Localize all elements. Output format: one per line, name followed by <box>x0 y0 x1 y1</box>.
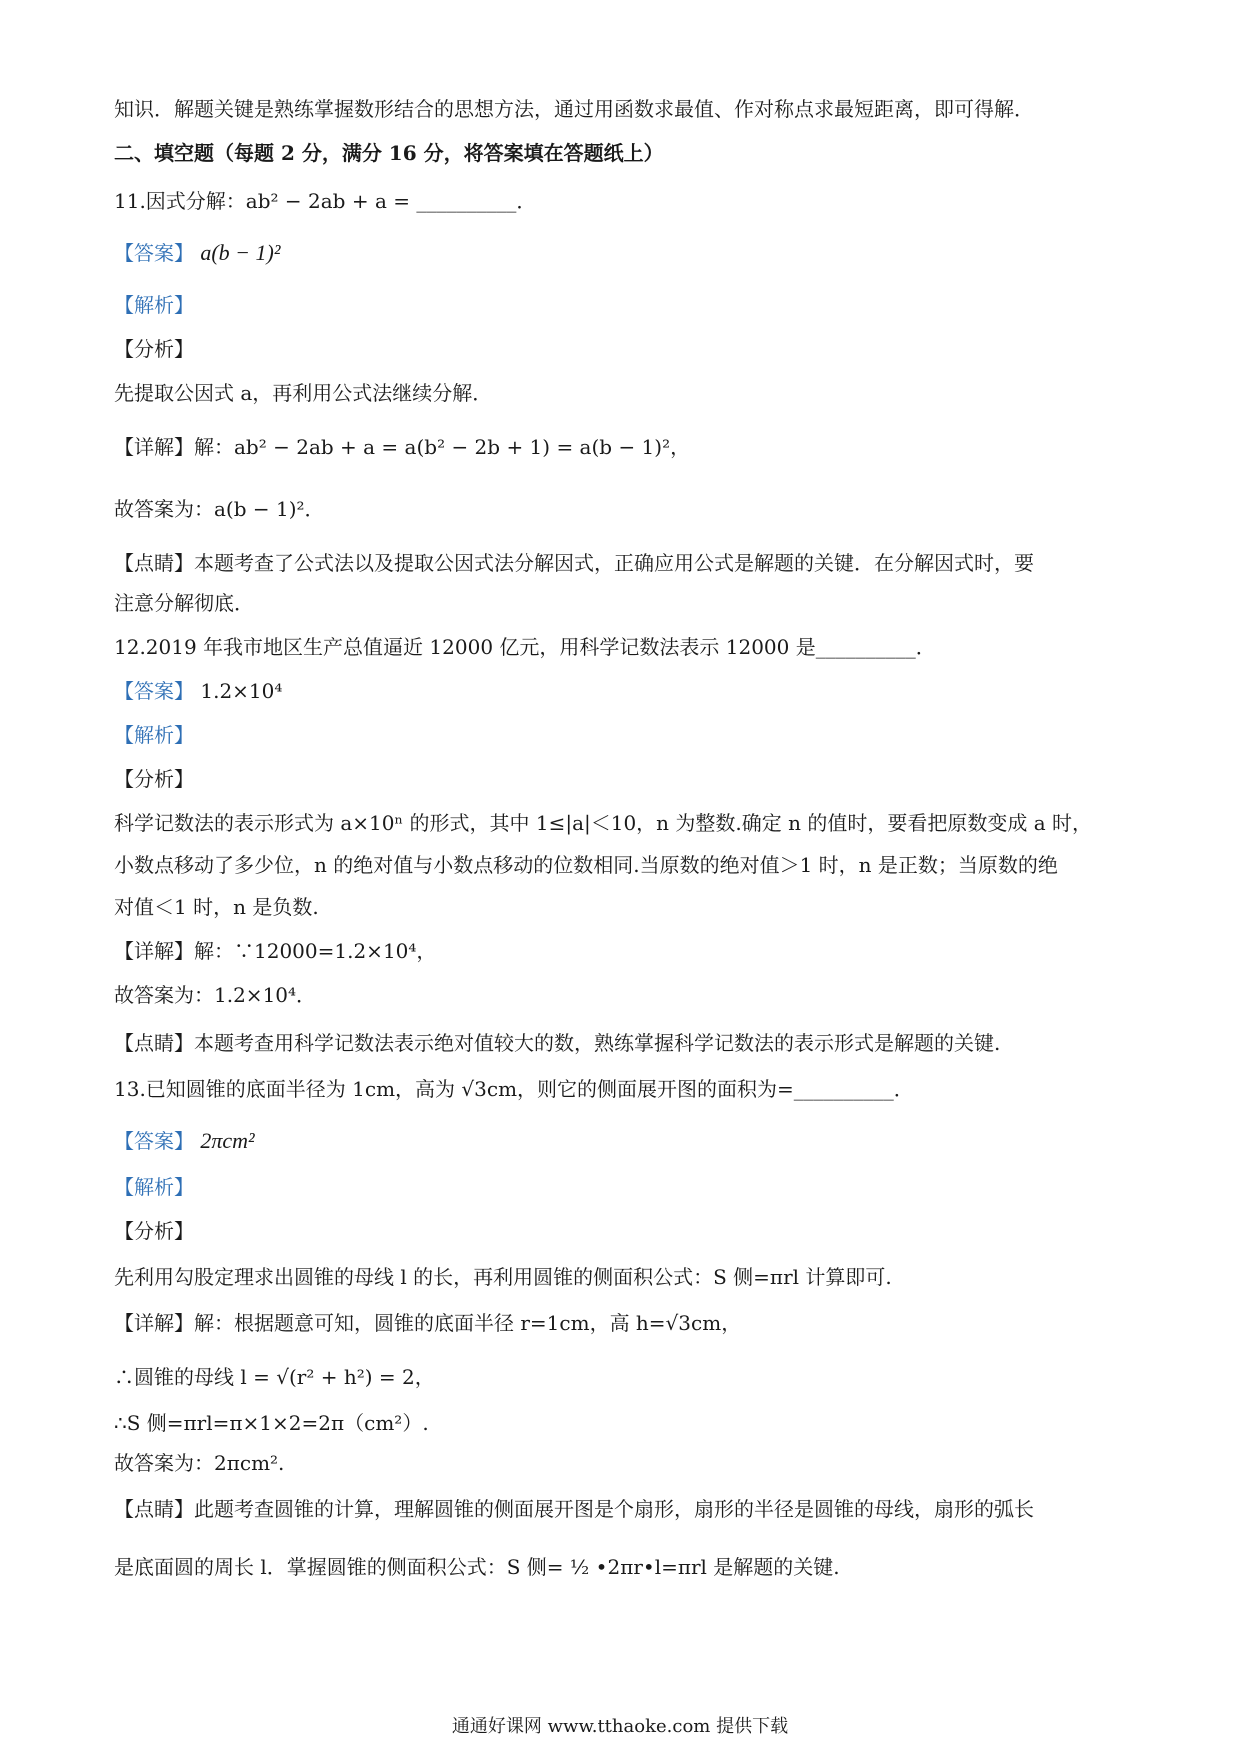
detail-12 <box>114 936 1130 966</box>
answer-13 <box>114 1126 1130 1156</box>
subheading-analysis: 【分析】 <box>114 1219 194 1243</box>
detail-text: 解：ab² − 2ab + a = a(b² − 2b + 1) = a(b − 1)²， <box>194 435 691 459</box>
detail-tag: 【详解】 <box>114 939 194 963</box>
comment-line: 【点睛】本题考查了公式法以及提取公因式法分解因式，正确应用公式是解题的关键．在分解因式时，要 <box>114 551 1034 575</box>
comment-line: 【点睛】此题考查圆锥的计算，理解圆锥的侧面展开图是个扇形，扇形的半径是圆锥的母线，扇形的弧长 <box>114 1497 1034 1521</box>
text-line: ∴圆锥的母线 l = √(r² + h²) = 2， <box>114 1365 435 1389</box>
subheading-analysis: 【分析】 <box>114 337 194 361</box>
answer-value: 1.2×10⁴ <box>200 679 283 703</box>
text-line: 先提取公因式 a，再利用公式法继续分解． <box>114 381 493 405</box>
answer-tag: 【答案】 <box>114 1129 194 1153</box>
answer-11 <box>114 238 1130 268</box>
text-line: 对值＜1 时，n 是负数. <box>114 895 319 919</box>
text-line: 小数点移动了多少位，n 的绝对值与小数点移动的位数相同.当原数的绝对值＞1 时，n 是正数；当原数的绝 <box>114 853 1058 877</box>
text-line: 故答案为：1.2×10⁴． <box>114 983 317 1007</box>
answer-tag: 【答案】 <box>114 679 194 703</box>
answer-12 <box>114 676 1130 706</box>
detail-11 <box>114 432 1130 462</box>
answer-value: a(b − 1)² <box>200 240 281 265</box>
analysis-tag: 【解析】 <box>114 723 194 747</box>
text-line: 科学记数法的表示形式为 a×10ⁿ 的形式，其中 1≤|a|＜10，n 为整数.确定 n 的值时，要看把原数变成 a 时， <box>114 811 1093 835</box>
text-line: 知识．解题关键是熟练掌握数形结合的思想方法，通过用函数求最值、作对称点求最短距离，即可得解． <box>114 97 1034 121</box>
question-12: 12.2019 年我市地区生产总值逼近 12000 亿元，用科学记数法表示 12000 是__________． <box>114 635 936 659</box>
text-line: ∴S 侧=πrl=π×1×2=2π（cm²）. <box>114 1411 429 1435</box>
analysis-tag: 【解析】 <box>114 293 194 317</box>
subheading-analysis: 【分析】 <box>114 767 194 791</box>
text-line: 先利用勾股定理求出圆锥的母线 l 的长，再利用圆锥的侧面积公式：S 侧=πrl 计算即可. <box>114 1265 892 1289</box>
analysis-tag: 【解析】 <box>114 1175 194 1199</box>
detail-text: 解：∵12000=1.2×10⁴， <box>194 939 437 963</box>
question-13: 13.已知圆锥的底面半径为 1cm，高为 √3cm，则它的侧面展开图的面积为=__________． <box>114 1077 914 1101</box>
detail-tag: 【详解】 <box>114 435 194 459</box>
detail-text: 解：根据题意可知，圆锥的底面半径 r=1cm，高 h=√3cm， <box>194 1311 742 1335</box>
detail-13 <box>114 1308 1130 1338</box>
detail-tag: 【详解】 <box>114 1311 194 1335</box>
text-line: 故答案为：a(b − 1)²． <box>114 497 325 521</box>
text-line: 故答案为：2πcm². <box>114 1451 285 1475</box>
page-footer: 通通好课网 www.tthaoke.com 提供下载 <box>451 1716 789 1737</box>
answer-tag: 【答案】 <box>114 241 194 265</box>
text-line: 注意分解彻底． <box>114 591 254 615</box>
section-heading: 二、填空题（每题 2 分，满分 16 分，将答案填在答题纸上） <box>114 141 664 165</box>
answer-value: 2πcm² <box>200 1128 255 1153</box>
question-11: 11.因式分解：ab² − 2ab + a = __________． <box>114 189 537 213</box>
comment-line: 【点睛】本题考查用科学记数法表示绝对值较大的数，熟练掌握科学记数法的表示形式是解题的关键. <box>114 1031 1001 1055</box>
text-line: 是底面圆的周长 l．掌握圆锥的侧面积公式：S 侧= ½ •2πr•l=πrl 是解题的关键. <box>114 1555 840 1579</box>
